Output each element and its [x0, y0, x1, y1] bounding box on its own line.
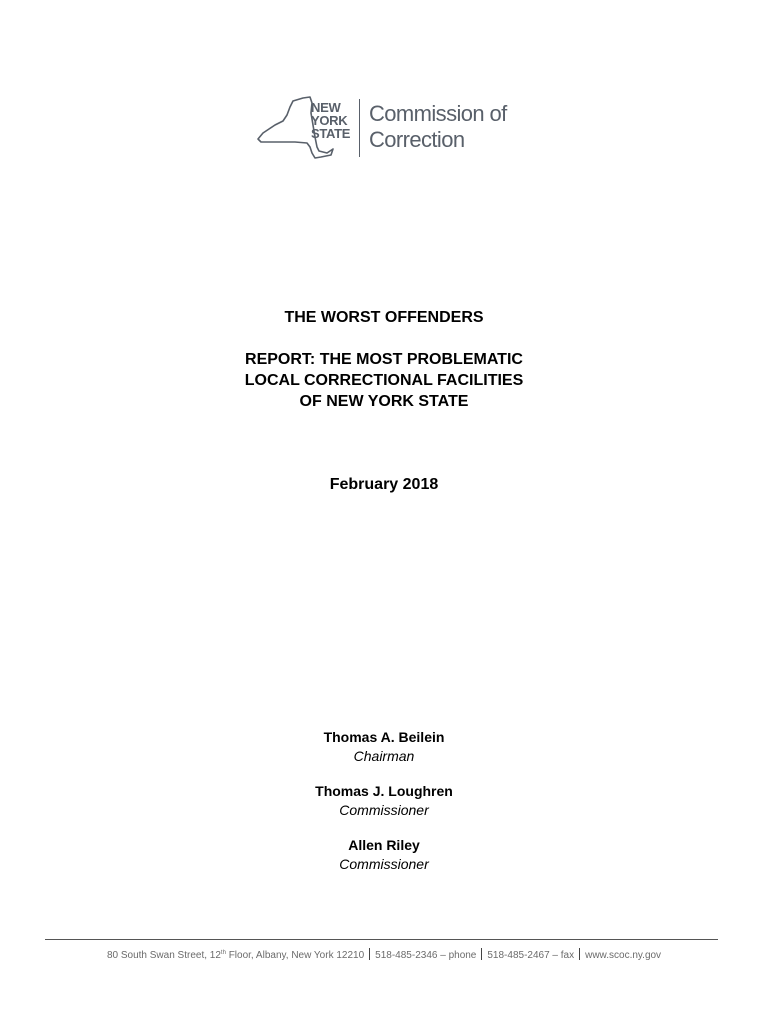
- commissioner-name: Thomas J. Loughren: [315, 783, 453, 799]
- commissioner-name: Allen Riley: [348, 837, 420, 853]
- footer-separator: [579, 948, 580, 960]
- footer-fax: 518-485-2467 – fax: [487, 950, 575, 961]
- logo-state-line: NEW: [311, 100, 341, 115]
- report-subtitle-line: OF NEW YORK STATE: [299, 393, 469, 410]
- logo-org-line: Commission of: [369, 101, 507, 126]
- footer-separator: [481, 948, 482, 960]
- logo-state-line: YORK: [311, 113, 348, 128]
- commissioner-entry: [0, 782, 768, 820]
- commissioner-entry: [0, 836, 768, 874]
- report-date: February 2018: [329, 476, 439, 493]
- commissioner-role: Commissioner: [339, 856, 429, 872]
- commissioner-role: Chairman: [353, 748, 415, 764]
- footer-address: [107, 950, 364, 961]
- footer-website-link[interactable]: www.scoc.ny.gov: [585, 950, 662, 961]
- footer-contact: [0, 946, 768, 963]
- commission-logo: [255, 95, 525, 161]
- report-subtitle-line: LOCAL CORRECTIONAL FACILITIES: [244, 372, 524, 389]
- commissioner-name: Thomas A. Beilein: [323, 729, 445, 745]
- logo-state-text: [311, 101, 350, 140]
- footer-address-start: 80 South Swan Street, 12: [106, 950, 221, 961]
- logo-divider: [359, 99, 360, 157]
- footer-separator: [369, 948, 370, 960]
- commissioner-entry: [0, 728, 768, 766]
- logo-org-line: Correction: [369, 127, 465, 152]
- report-subtitle: [0, 349, 768, 412]
- footer-address-end: Floor, Albany, New York 12210: [225, 950, 365, 961]
- report-subtitle-line: REPORT: THE MOST PROBLEMATIC: [245, 351, 523, 368]
- commissioner-role: Commissioner: [339, 802, 429, 818]
- logo-state-line: STATE: [311, 126, 351, 141]
- footer-divider: [45, 939, 718, 940]
- logo-organization-name: [369, 101, 507, 153]
- footer-phone: 518-485-2346 – phone: [375, 950, 477, 961]
- footer-address-ordinal: th: [220, 950, 226, 956]
- report-title: THE WORST OFFENDERS: [284, 309, 484, 326]
